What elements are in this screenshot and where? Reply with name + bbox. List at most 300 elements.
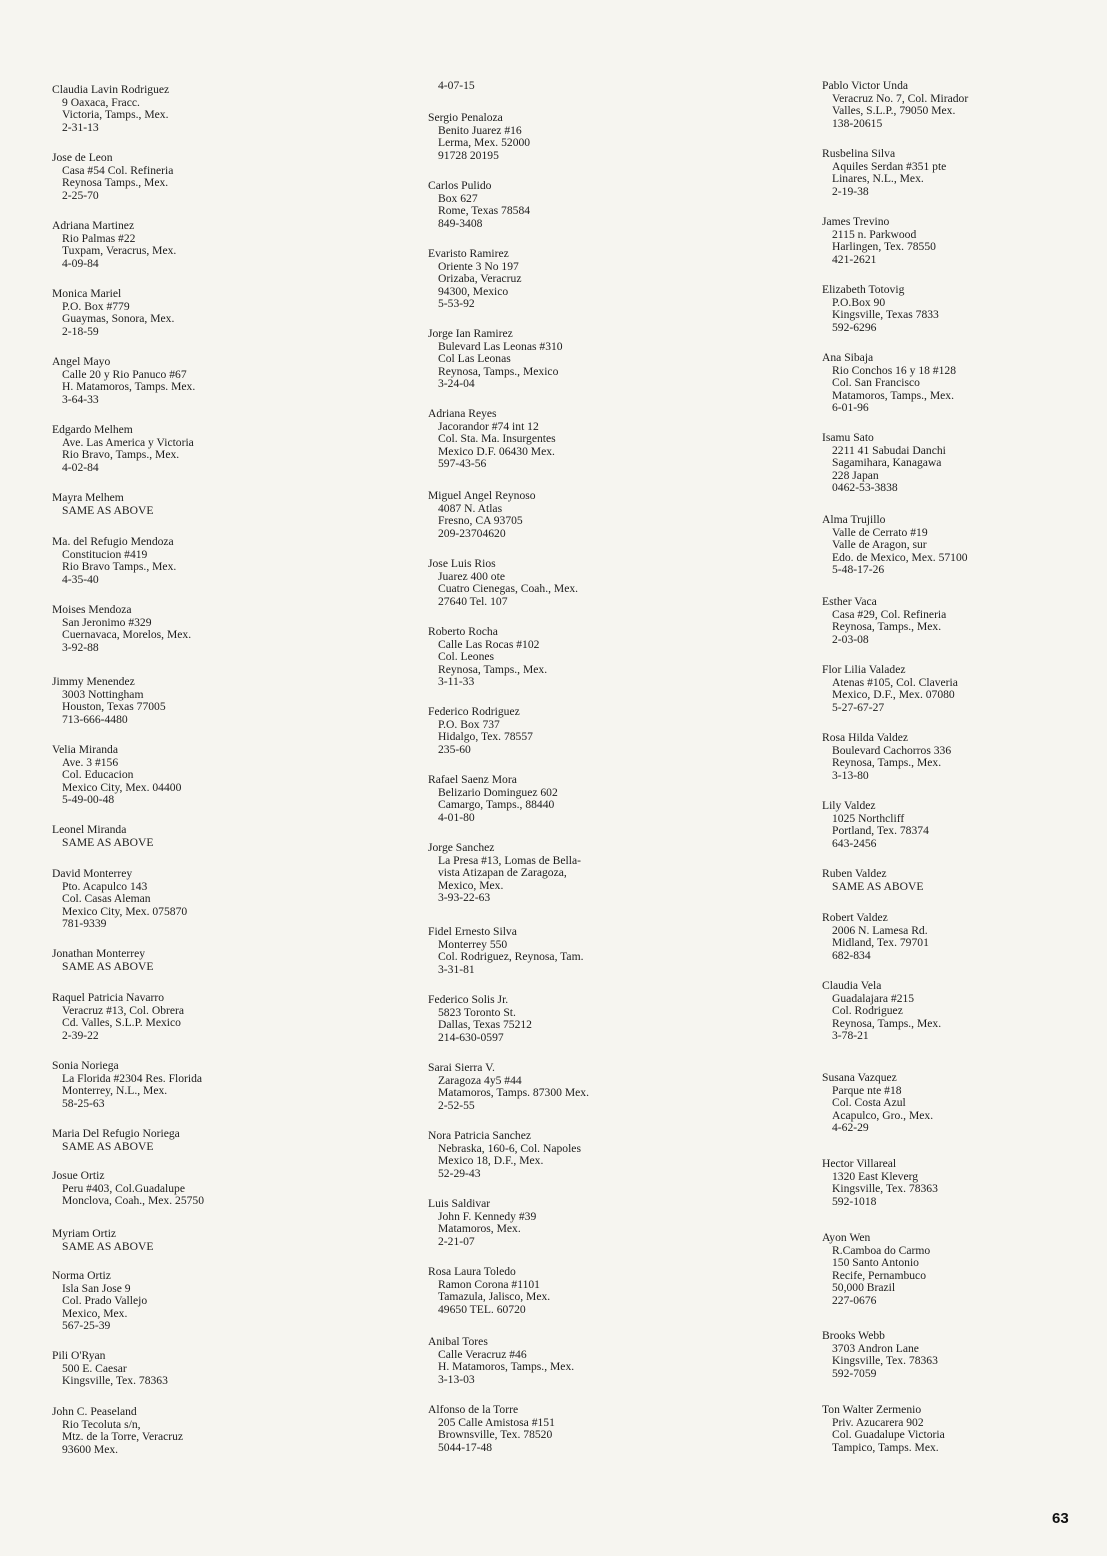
directory-entry <box>428 408 556 471</box>
directory-entry <box>822 352 956 415</box>
directory-entry <box>52 492 153 517</box>
entry-address-line: 713-666-4480 <box>62 712 128 726</box>
entry-address-line: Camargo, Tamps., 88440 <box>438 798 555 812</box>
directory-entry <box>822 1158 938 1208</box>
entry-name: Myriam Ortiz <box>52 1227 117 1240</box>
entry-address-line: Jacorandor #74 int 12 <box>438 419 539 433</box>
directory-entry <box>428 774 558 824</box>
entry-address-line: Box 627 <box>438 191 478 205</box>
entry-address-line: Mexico D.F. 06430 Mex. <box>438 444 555 458</box>
entry-name: Evaristo Ramirez <box>428 247 509 260</box>
entry-address-line: Reynosa, Tamps., Mex. <box>832 1016 942 1030</box>
directory-entry <box>822 912 929 962</box>
entry-address-line: 4-02-84 <box>62 460 99 474</box>
entry-address-line: Matamoros, Mex. <box>438 1222 521 1236</box>
entry-address-line: Col. Casas Aleman <box>62 892 151 906</box>
entry-name: Rusbelina Silva <box>822 147 896 160</box>
entry-address-line: 5-48-17-26 <box>832 563 885 577</box>
directory-entry <box>52 992 184 1042</box>
entry-address-line: 2-52-55 <box>438 1098 475 1112</box>
entry-name: Rafael Saenz Mora <box>428 773 517 786</box>
entry-address-line: Col. Rodriguez <box>832 1004 903 1018</box>
directory-entry <box>52 1270 147 1333</box>
directory-entry <box>822 284 939 334</box>
entry-name: David Monterrey <box>52 867 133 880</box>
entry-address-line: 3703 Andron Lane <box>832 1341 919 1355</box>
entry-address-line: 3-64-33 <box>62 392 99 406</box>
entry-name: Pablo Victor Unda <box>822 79 909 92</box>
entry-name: Claudia Lavin Rodriguez <box>52 83 170 96</box>
entry-name: Josue Ortiz <box>52 1169 105 1182</box>
directory-entry <box>52 948 153 973</box>
entry-address-line: 91728 20195 <box>438 148 499 162</box>
entry-address-line: Lerma, Mex. 52000 <box>438 136 531 150</box>
directory-entry <box>428 926 584 976</box>
entry-name: Ayon Wen <box>822 1231 871 1244</box>
directory-entry <box>428 842 581 905</box>
entry-address-line: Mexico, Mex. <box>438 878 504 892</box>
entry-address-line: SAME AS ABOVE <box>62 1139 154 1153</box>
entry-address-line: 3-92-88 <box>62 640 99 654</box>
entry-address-line: Peru #403, Col.Guadalupe <box>62 1181 186 1195</box>
directory-entry <box>428 1404 555 1454</box>
entry-address-line: 150 Santo Antonio <box>832 1256 919 1270</box>
entry-name: Susana Vazquez <box>822 1071 897 1084</box>
entry-address-line: Tamazula, Jalisco, Mex. <box>438 1290 551 1304</box>
entry-address-line: 209-23704620 <box>438 526 506 540</box>
entry-name: Isamu Sato <box>822 431 874 444</box>
entry-name: Maria Del Refugio Noriega <box>52 1127 180 1140</box>
entry-address-line: Col. Prado Vallejo <box>62 1294 148 1308</box>
entry-address-line: Rome, Texas 78584 <box>438 204 531 218</box>
entry-address-line: Col. San Francisco <box>832 376 920 390</box>
entry-address-line: 228 Japan <box>832 468 879 482</box>
entry-address-line: Reynosa, Tamps., Mex. <box>438 662 548 676</box>
entry-name: Monica Mariel <box>52 287 122 300</box>
entry-address-line: 58-25-63 <box>62 1096 105 1110</box>
entry-address-line: SAME AS ABOVE <box>62 959 154 973</box>
entry-address-line: Sagamihara, Kanagawa <box>832 456 942 470</box>
entry-address-line: Parque nte #18 <box>832 1083 902 1097</box>
entry-address-line: Boulevard Cachorros 336 <box>832 743 952 757</box>
directory-entry <box>822 664 958 714</box>
entry-name: James Trevino <box>822 215 890 228</box>
entry-name: Ana Sibaja <box>822 351 874 364</box>
entry-name: Sergio Penaloza <box>428 111 503 124</box>
directory-entry <box>52 1350 168 1388</box>
entry-name: Raquel Patricia Navarro <box>52 991 165 1004</box>
entry-address-line: Mexico 18, D.F., Mex. <box>438 1154 544 1168</box>
entry-address-line: 2-21-07 <box>438 1234 475 1248</box>
entry-address-line: Monterrey, N.L., Mex. <box>62 1084 168 1098</box>
entry-address-line: 0462-53-3838 <box>832 481 898 495</box>
entry-address-line: Reynosa Tamps., Mex. <box>62 176 169 190</box>
directory-entry <box>822 868 923 893</box>
entry-name: Federico Rodriguez <box>428 705 520 718</box>
directory-entry <box>52 288 174 338</box>
entry-name: Nora Patricia Sanchez <box>428 1129 532 1142</box>
entry-address-line: Valle de Cerrato #19 <box>832 525 928 539</box>
entry-address-line: Mexico, D.F., Mex. 07080 <box>832 688 955 702</box>
entry-name: Ma. del Refugio Mendoza <box>52 535 174 548</box>
entry-address-line: SAME AS ABOVE <box>62 835 154 849</box>
directory-entry <box>52 744 181 807</box>
entry-address-line: 592-7059 <box>832 1366 877 1380</box>
entry-address-line: Brownsville, Tex. 78520 <box>438 1428 553 1442</box>
entry-address-line: Belizario Dominguez 602 <box>438 785 558 799</box>
entry-address-line: Fresno, CA 93705 <box>438 514 523 528</box>
directory-entry <box>52 1228 153 1253</box>
directory-entry <box>52 1170 204 1208</box>
entry-address-line: 4-62-29 <box>832 1121 869 1135</box>
entry-address-line: Aquiles Serdan #351 pte <box>832 159 947 173</box>
entry-address-line: 597-43-56 <box>438 457 487 471</box>
directory-entry <box>52 824 153 849</box>
entry-address-line: Calle Las Rocas #102 <box>438 637 540 651</box>
entry-name: Anibal Tores <box>428 1335 488 1348</box>
entry-name: Lily Valdez <box>822 799 876 812</box>
entry-address-line: Mexico City, Mex. 04400 <box>62 780 182 794</box>
entry-address-line: Matamoros, Tamps., Mex. <box>832 388 954 402</box>
entry-address-line: 2115 n. Parkwood <box>832 227 917 241</box>
entry-address-line: Kingsville, Tex. 78363 <box>62 1374 168 1388</box>
entry-name: Edgardo Melhem <box>52 423 133 436</box>
entry-address-line: Linares, N.L., Mex. <box>832 172 924 186</box>
entry-address-line: La Florida #2304 Res. Florida <box>62 1071 203 1085</box>
entry-address-line: Pto. Acapulco 143 <box>62 879 148 893</box>
directory-entry <box>428 1336 574 1386</box>
entry-name: Brooks Webb <box>822 1329 885 1342</box>
entry-name: Jorge Ian Ramirez <box>428 327 513 340</box>
entry-address-line: Nebraska, 160-6, Col. Napoles <box>438 1141 581 1155</box>
entry-address-line: 227-0676 <box>832 1293 877 1307</box>
entry-address-line: Rio Palmas #22 <box>62 231 136 245</box>
entry-address-line: Reynosa, Tamps., Mex. <box>832 620 942 634</box>
entry-address-line: 682-834 <box>832 948 871 962</box>
directory-entry <box>52 1128 180 1153</box>
directory-entry <box>52 1406 183 1456</box>
entry-address-line: Cd. Valles, S.L.P. Mexico <box>62 1016 181 1030</box>
entry-name: Sonia Noriega <box>52 1059 119 1072</box>
entry-address-line: 4087 N. Atlas <box>438 501 503 515</box>
entry-address-line: 3-11-33 <box>438 675 475 689</box>
entry-address-line: R.Camboa do Carmo <box>832 1243 931 1257</box>
entry-address-line: 849-3408 <box>438 216 483 230</box>
entry-name: Norma Ortiz <box>52 1269 111 1282</box>
entry-address-line: Monterrey 550 <box>438 937 508 951</box>
entry-address-line: P.O.Box 90 <box>832 295 886 309</box>
entry-name: Ton Walter Zermenio <box>822 1403 922 1416</box>
entry-address-line: Ramon Corona #1101 <box>438 1277 540 1291</box>
entry-name: Adriana Martinez <box>52 219 135 232</box>
entry-address-line: Col. Costa Azul <box>832 1096 906 1110</box>
entry-address-line: Midland, Tex. 79701 <box>832 936 929 950</box>
entry-name: Alma Trujillo <box>822 513 886 526</box>
directory-entry <box>428 626 547 689</box>
entry-address-line: 50,000 Brazil <box>832 1281 896 1295</box>
entry-address-line: 2-19-38 <box>832 184 869 198</box>
entry-address-line: 27640 Tel. 107 <box>438 594 508 608</box>
entry-address-line: Reynosa, Tamps., Mex. <box>832 756 942 770</box>
entry-name: Mayra Melhem <box>52 491 124 504</box>
entry-address-line: Matamoros, Tamps. 87300 Mex. <box>438 1086 589 1100</box>
entry-address-line: 4-09-84 <box>62 256 99 270</box>
entry-address-line: H. Matamoros, Tamps., Mex. <box>438 1360 575 1374</box>
entry-address-line: Priv. Azucarera 902 <box>832 1415 924 1429</box>
entry-name: Alfonso de la Torre <box>428 1403 519 1416</box>
entry-address-line: SAME AS ABOVE <box>62 503 154 517</box>
entry-address-line: Valles, S.L.P., 79050 Mex. <box>832 104 956 118</box>
directory-entry <box>52 220 176 270</box>
entry-name: Pili O'Ryan <box>52 1349 106 1362</box>
entry-name: Jorge Sanchez <box>428 841 495 854</box>
entry-address-line: Ave. 3 #156 <box>62 755 119 769</box>
directory-entry <box>822 1072 933 1135</box>
entry-address-line: SAME AS ABOVE <box>832 879 924 893</box>
entry-address-line: Benito Juarez #16 <box>438 123 522 137</box>
entry-name: Elizabeth Totovig <box>822 283 905 296</box>
directory-entry <box>822 514 968 577</box>
directory-entry <box>428 328 563 391</box>
entry-address-line: Casa #29, Col. Refineria <box>832 607 947 621</box>
entry-address-line: 643-2456 <box>832 836 877 850</box>
entry-address-line: Reynosa, Tamps., Mexico <box>438 364 559 378</box>
entry-address-line: 5-49-00-48 <box>62 793 115 807</box>
entry-address-line: Harlingen, Tex. 78550 <box>832 240 936 254</box>
page-number: 63 <box>1052 1510 1069 1527</box>
entry-address-line: Edo. de Mexico, Mex. 57100 <box>832 550 968 564</box>
entry-address-line: Mexico, Mex. <box>62 1306 128 1320</box>
entry-name: Rosa Hilda Valdez <box>822 731 909 744</box>
entry-address-line: 93600 Mex. <box>62 1442 119 1456</box>
entry-address-line: 94300, Mexico <box>438 284 509 298</box>
directory-entry <box>52 84 169 134</box>
entry-address-line: P.O. Box #779 <box>62 299 130 313</box>
entry-name: Moises Mendoza <box>52 603 132 616</box>
entry-address-line: 2006 N. Lamesa Rd. <box>832 923 928 937</box>
entry-address-line: Col. Leones <box>438 650 495 664</box>
entry-address-line: Dallas, Texas 75212 <box>438 1018 532 1032</box>
directory-entry <box>822 80 968 130</box>
entry-address-line: 1320 East Kleverg <box>832 1169 919 1183</box>
entry-address-line: Veracruz No. 7, Col. Mirador <box>832 91 969 105</box>
directory-entry <box>428 706 533 756</box>
entry-name: Carlos Pulido <box>428 179 492 192</box>
entry-address-line: Veracruz #13, Col. Obrera <box>62 1003 185 1017</box>
directory-entry <box>428 558 578 608</box>
entry-address-line: Kingsville, Tex. 78363 <box>832 1182 938 1196</box>
entry-address-line: 3-13-80 <box>832 768 869 782</box>
entry-address-line: Valle de Aragon, sur <box>832 538 927 552</box>
entry-address-line: Mtz. de la Torre, Veracruz <box>62 1430 184 1444</box>
entry-address-line: Tampico, Tamps. Mex. <box>832 1440 939 1454</box>
entry-name: Robert Valdez <box>822 911 888 924</box>
entry-address-line: 205 Calle Amistosa #151 <box>438 1415 555 1429</box>
directory-entry <box>428 112 530 162</box>
entry-address-line: 4-35-40 <box>62 572 99 586</box>
directory-entry <box>822 980 941 1043</box>
entry-address-line: Col. Guadalupe Victoria <box>832 1428 945 1442</box>
entry-address-line: Casa #54 Col. Refineria <box>62 163 174 177</box>
entry-name: Miguel Angel Reynoso <box>428 489 536 502</box>
entry-address-line: Rio Bravo Tamps., Mex. <box>62 560 177 574</box>
entry-address-line: 592-1018 <box>832 1194 877 1208</box>
entry-name: Claudia Vela <box>822 979 882 992</box>
entry-name: Velia Miranda <box>52 743 118 756</box>
directory-entry <box>52 868 187 931</box>
entry-address-line: Acapulco, Gro., Mex. <box>832 1108 934 1122</box>
entry-address-line: 3003 Nottingham <box>62 687 144 701</box>
entry-address-line: 3-31-81 <box>438 962 475 976</box>
entry-address-line: Oriente 3 No 197 <box>438 259 519 273</box>
entry-address-line: Constitucion #419 <box>62 547 148 561</box>
entry-address-line: Recife, Pernambuco <box>832 1268 927 1282</box>
entry-address-line: Victoria, Tamps., Mex. <box>62 108 169 122</box>
entry-name: Flor Lilia Valadez <box>822 663 906 676</box>
entry-address-line: 567-25-39 <box>62 1319 111 1333</box>
entry-name: Fidel Ernesto Silva <box>428 925 517 938</box>
entry-address-line: Orizaba, Veracruz <box>438 272 522 286</box>
entry-name: Federico Solis Jr. <box>428 993 509 1006</box>
entry-address-line: 3-24-04 <box>438 377 475 391</box>
entry-name: Luis Saldivar <box>428 1197 491 1210</box>
directory-entry <box>428 1130 581 1180</box>
entry-address-line: 781-9339 <box>62 917 107 931</box>
entry-address-line: Cuatro Cienegas, Coah., Mex. <box>438 582 579 596</box>
entry-name: Jose Luis Rios <box>428 557 496 570</box>
directory-entry <box>822 800 929 850</box>
entry-address-line: Col Las Leonas <box>438 352 511 366</box>
directory-entry <box>428 180 530 230</box>
entry-address-line: John F. Kennedy #39 <box>438 1209 537 1223</box>
entry-address-line: 138-20615 <box>832 116 883 130</box>
entry-name: Angel Mayo <box>52 355 111 368</box>
entry-address-line: Tuxpam, Veracrus, Mex. <box>62 244 177 258</box>
entry-address-line: Col. Sta. Ma. Insurgentes <box>438 432 556 446</box>
entry-address-line: Mexico City, Mex. 075870 <box>62 904 188 918</box>
entry-address-line: H. Matamoros, Tamps. Mex. <box>62 380 196 394</box>
entry-address-line: 421-2621 <box>832 252 877 266</box>
entry-address-line: Kingsville, Texas 7833 <box>832 308 939 322</box>
entry-address-line: Guadalajara #215 <box>832 991 915 1005</box>
entry-address-line: San Jeronimo #329 <box>62 615 152 629</box>
entry-address-line: 5044-17-48 <box>438 1440 493 1454</box>
entry-address-line: 4-01-80 <box>438 810 475 824</box>
directory-entry <box>822 216 936 266</box>
entry-address-line: Rio Conchos 16 y 18 #128 <box>832 363 956 377</box>
directory-entry <box>822 148 946 198</box>
entry-name: Rosa Laura Toledo <box>428 1265 516 1278</box>
entry-address-line: Calle 20 y Rio Panuco #67 <box>62 367 187 381</box>
entry-address-line: 3-13-03 <box>438 1372 475 1386</box>
entry-name: Adriana Reyes <box>428 407 497 420</box>
entry-address-line: 592-6296 <box>832 320 877 334</box>
entry-address-line: Calle Veracruz #46 <box>438 1347 527 1361</box>
entry-address-line: 49650 TEL. 60720 <box>438 1302 526 1316</box>
directory-entry <box>428 490 536 540</box>
entry-name: John C. Peaseland <box>52 1405 137 1418</box>
entry-address-line: Bulevard Las Leonas #310 <box>438 339 563 353</box>
entry-name: Leonel Miranda <box>52 823 127 836</box>
directory-entry <box>428 1198 536 1248</box>
entry-address-line: Houston, Texas 77005 <box>62 700 166 714</box>
entry-address-line: Cuernavaca, Morelos, Mex. <box>62 628 192 642</box>
directory-entry <box>52 604 191 654</box>
directory-entry <box>428 1266 550 1316</box>
entry-address-line: 6-01-96 <box>832 401 869 415</box>
entry-address-line: Kingsville, Tex. 78363 <box>832 1354 938 1368</box>
entry-address-line: 235-60 <box>438 742 471 756</box>
entry-address-line: Ave. Las America y Victoria <box>62 435 194 449</box>
entry-name: Jose de Leon <box>52 151 113 164</box>
entry-address-line: 214-630-0597 <box>438 1030 504 1044</box>
directory-entry <box>428 994 532 1044</box>
entry-address-line: Atenas #105, Col. Claveria <box>832 675 958 689</box>
entry-name: Jonathan Monterrey <box>52 947 146 960</box>
entry-address-line: La Presa #13, Lomas de Bella- <box>438 853 581 867</box>
entry-address-line: 1025 Northcliff <box>832 811 905 825</box>
directory-entry <box>428 248 521 311</box>
entry-address-line: 2-31-13 <box>62 120 99 134</box>
directory-entry <box>52 152 173 202</box>
entry-address-line: P.O. Box 737 <box>438 717 500 731</box>
entry-name: Jimmy Menendez <box>52 675 135 688</box>
directory-entry <box>822 1232 930 1308</box>
directory-entry <box>822 432 946 495</box>
directory-entry <box>428 1062 589 1112</box>
entry-address-line: 500 E. Caesar <box>62 1361 127 1375</box>
directory-entry <box>52 1060 202 1110</box>
entry-address-line: 52-29-43 <box>438 1166 481 1180</box>
entry-address-line: Zaragoza 4y5 #44 <box>438 1073 522 1087</box>
entry-address-line: Monclova, Coah., Mex. 25750 <box>62 1194 205 1208</box>
entry-name: Ruben Valdez <box>822 867 887 880</box>
directory-entry <box>822 732 951 782</box>
entry-address-line: Guaymas, Sonora, Mex. <box>62 312 175 326</box>
entry-address-line: Col. Rodriguez, Reynosa, Tam. <box>438 950 584 964</box>
entry-address-line: 2-25-70 <box>62 188 99 202</box>
entry-address-line: Rio Tecoluta s/n, <box>62 1417 141 1431</box>
directory-entry <box>52 424 194 474</box>
directory-entry <box>428 80 475 93</box>
entry-address-line: 5-27-67-27 <box>832 700 885 714</box>
entry-address-line: Col. Educacion <box>62 768 134 782</box>
entry-address-line: 3-93-22-63 <box>438 891 491 905</box>
entry-address-line: Rio Bravo, Tamps., Mex. <box>62 448 180 462</box>
entry-address-line: 2-03-08 <box>832 632 869 646</box>
entry-address-line: 5-53-92 <box>438 297 475 311</box>
entry-address-line: SAME AS ABOVE <box>62 1239 154 1253</box>
directory-entry <box>52 536 176 586</box>
directory-entry <box>52 676 166 726</box>
entry-name: Roberto Rocha <box>428 625 498 638</box>
entry-address-line: vista Atizapan de Zaragoza, <box>438 866 567 880</box>
entry-address-line: Juarez 400 ote <box>438 569 505 583</box>
entry-address-line: 2211 41 Sabudai Danchi <box>832 443 946 457</box>
entry-address-line: 2-18-59 <box>62 324 99 338</box>
directory-entry <box>52 356 195 406</box>
directory-entry <box>822 1330 938 1380</box>
directory-entry <box>822 1404 945 1454</box>
entry-name: Hector Villareal <box>822 1157 897 1170</box>
entry-address-line: 4-07-15 <box>438 79 475 92</box>
entry-address-line: 9 Oaxaca, Fracc. <box>62 95 140 109</box>
entry-name: Esther Vaca <box>822 595 877 608</box>
entry-address-line: 5823 Toronto St. <box>438 1005 516 1019</box>
entry-address-line: Isla San Jose 9 <box>62 1281 131 1295</box>
entry-address-line: 3-78-21 <box>832 1029 869 1043</box>
directory-entry <box>822 596 946 646</box>
